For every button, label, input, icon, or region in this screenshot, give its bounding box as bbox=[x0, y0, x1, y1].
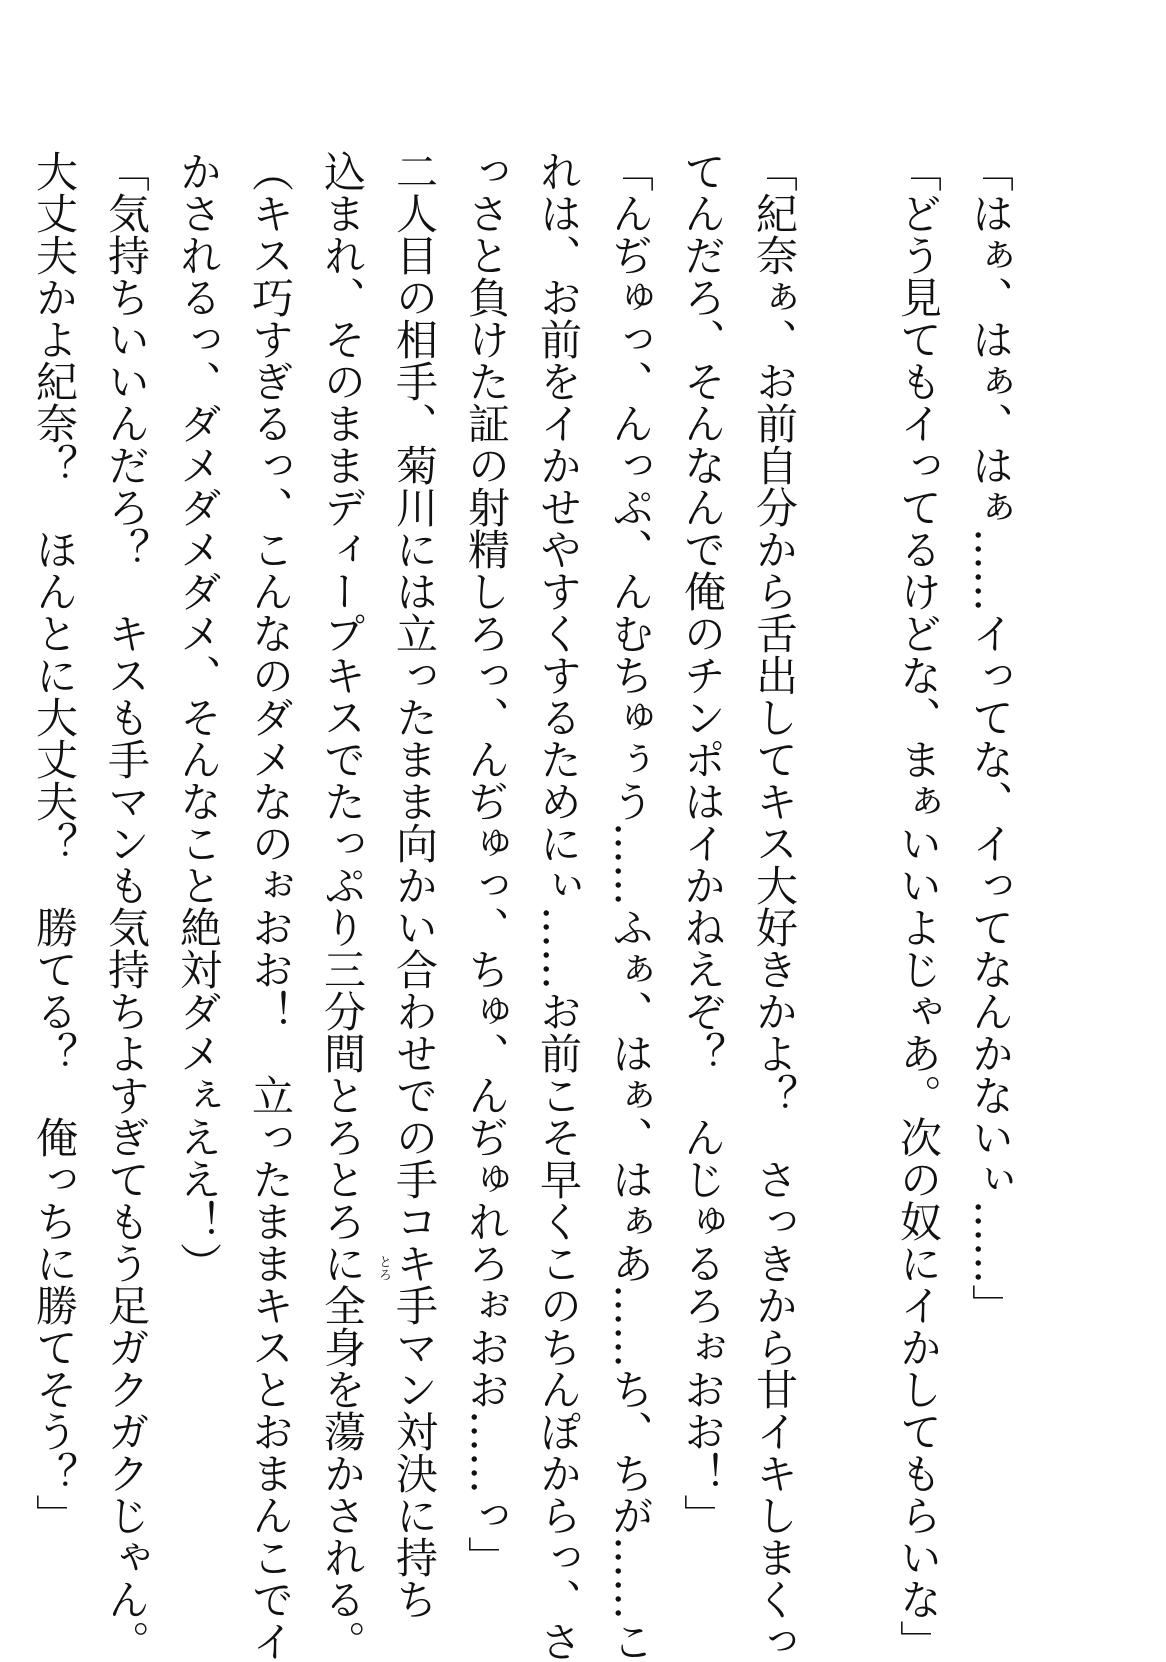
text-line: 「紀奈ぁ、お前自分から舌出してキス大好きかよ？ さっきから甘イキしまくっ bbox=[750, 150, 799, 1662]
text-line: 「気持ちいいんだろ？ キスも手マンも気持ちよすぎてもう足ガクガクじゃん。 bbox=[102, 150, 151, 1662]
text-line: 二人目の相手、菊川には立ったまま向かい合わせでの手コキ手マン対決に持ち bbox=[390, 150, 439, 1620]
vertical-text-block bbox=[0, 150, 1166, 1662]
text-line: れは、お前をイかせやすくするためにぃ……お前こそ早くこのちんぽからっ、さ bbox=[534, 150, 583, 1662]
text-line: っさと負けた証の射精しろっ、んぢゅっ、ちゅ、んぢゅれろぉおお……っ」 bbox=[462, 150, 511, 1578]
text-line: （キス巧すぎるっ、こんなのダメなのぉおお！ 立ったままキスとおまんこでイ bbox=[246, 150, 295, 1662]
text-line: かされるっ、ダメダメダメ、そんなこと絶対ダメぇええ！） bbox=[174, 150, 223, 1284]
text-line: 「どう見てもイってるけどな、まぁいいよじゃあ。次の奴にイかしてもらいな」 bbox=[894, 150, 943, 1662]
text-line: 込まれ、そのままディープキスでたっぷり三分間とろとろに全身を蕩かされる。 bbox=[318, 150, 367, 1662]
text-line: てんだろ、そんなんで俺のチンポはイかねえぞ？ んじゅるろぉおお！」 bbox=[678, 150, 727, 1536]
text-line: 「んぢゅっ、んっぷ、んむちゅぅう……ふぁ、はぁ、はぁあ……ち、ちが……こ bbox=[606, 150, 655, 1662]
text-line: 「はぁ、はぁ、はぁ……イってな、イってなんかないぃ……」 bbox=[966, 150, 1015, 1326]
blank-line bbox=[820, 150, 872, 1630]
text-line: 大丈夫かよ紀奈？ ほんとに大丈夫？ 勝てる？ 俺っちに勝てそう？」 bbox=[30, 150, 79, 1536]
furigana-ruby: とろ bbox=[376, 1255, 391, 1281]
